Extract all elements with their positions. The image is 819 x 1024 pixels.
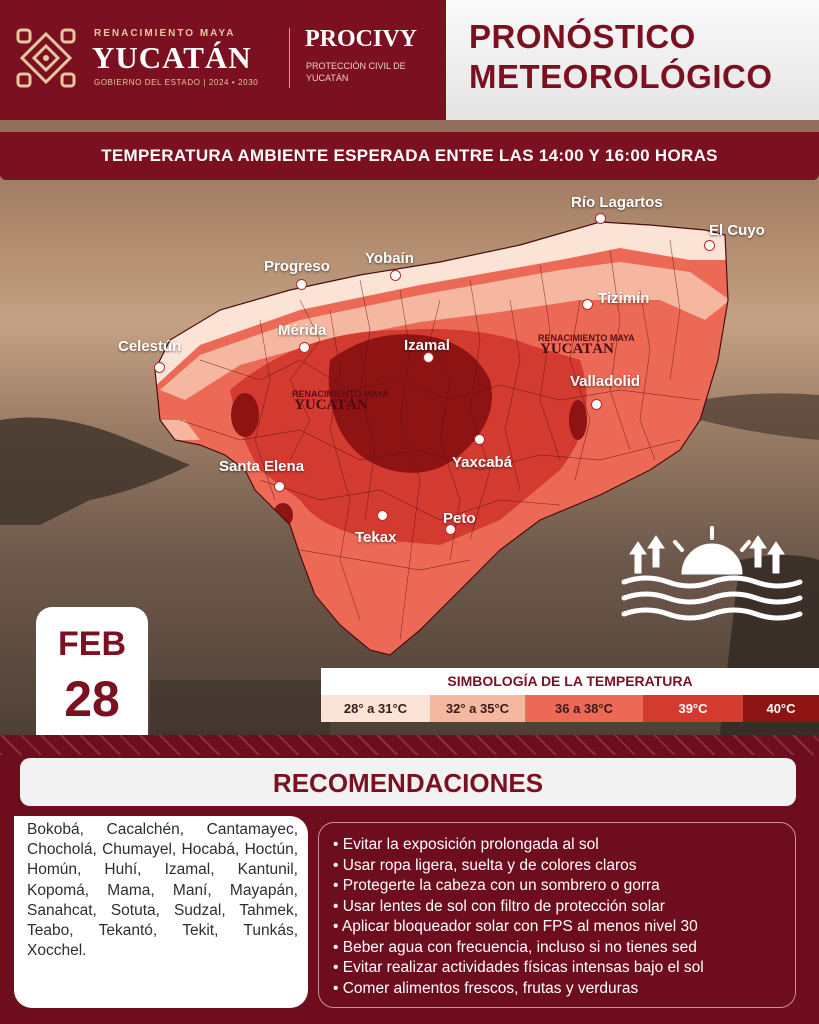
place-tizimin: Tizimín [598,290,650,307]
header-divider [289,28,290,88]
map-watermark-brand: YUCATÁN [540,341,614,357]
place-yaxcaba: Yaxcabá [452,454,513,471]
marker-valladolid [591,399,602,410]
marker-tizimin [582,299,593,310]
municipalities-list: Bokobá, Cacalchén, Cantamayec, Chocholá, Chumayel, Hocabá, Hoctún, Homún, Huhí, Izamal, Kantunil, Kopomá, Mama, Maní, Mayapán, Sanahcat, Sotuta, Sudzal, Tahmek, Teabo, Tekantó, Tekit, Tunkás, Xocchel. [27,821,298,960]
map-watermark-tagline-2: RENACIMIENTO MAYA [292,389,389,399]
place-yobain: Yobaín [365,250,414,267]
date-month: FEB [58,625,126,663]
tip-item: • Comer alimentos frescos, frutas y verduras [333,979,639,997]
brand-name: YUCATÁN [92,40,252,75]
header [0,0,819,120]
tip-item: • Usar lentes de sol con filtro de protección solar [333,897,665,915]
place-el-cuyo: El Cuyo [709,222,765,239]
decorative-pattern [0,735,819,755]
date-day: 28 [64,671,120,727]
heat-sun-icon [620,524,815,629]
place-peto: Peto [443,510,476,527]
legend [321,695,819,722]
marker-rio-lagartos [595,213,606,224]
tip-item: • Evitar la exposición prolongada al sol [333,836,599,853]
municipalities-card [14,816,308,1008]
place-merida: Mérida [278,322,327,339]
agency-name: PROCIVY [305,26,417,52]
marker-merida [299,342,310,353]
banner-text: TEMPERATURA AMBIENTE ESPERADA ENTRE LAS 14:00 Y 16:00 HORAS [101,146,718,165]
marker-yobain [390,270,401,281]
legend-title: SIMBOLOGÍA DE LA TEMPERATURA [321,668,819,695]
marker-progreso [296,279,307,290]
legend-item: 40°C [743,695,819,722]
map-watermark-tagline: RENACIMIENTO MAYA [538,333,635,343]
place-valladolid: Valladolid [570,373,641,390]
brand-tagline: RENACIMIENTO MAYA [94,28,236,39]
tips-card [318,822,796,1008]
tip-item: • Aplicar bloqueador solar con FPS al menos nivel 30 [333,918,698,935]
brand-subtitle: GOBIERNO DEL ESTADO | 2024 • 2030 [94,78,259,87]
tip-item: • Protegerte la cabeza con un sombrero o gorra [333,877,660,894]
marker-celestun [154,362,165,373]
legend-item: 28° a 31°C [321,695,430,722]
marker-tekax [377,510,388,521]
tip-item: • Evitar realizar actividades físicas intensas bajo el sol [333,959,704,976]
place-celestun: Celestún [118,338,182,355]
tip-item: • Usar ropa ligera, suelta y de colores claros [333,856,637,874]
place-progreso: Progreso [264,258,330,275]
legend-item: 39°C [643,695,743,722]
map-watermark-brand-2: YUCATÁN [294,397,368,413]
yucatan-logo-icon [14,26,78,90]
page-title-line-1: PRONÓSTICO [469,18,696,55]
marker-yaxcaba [474,434,485,445]
agency-subtitle: PROTECCIÓN CIVIL DE YUCATÁN [306,61,406,83]
marker-santa-elena [274,481,285,492]
legend-item: 32° a 35°C [430,695,525,722]
place-izamal: Izamal [404,337,450,354]
tip-item: • Beber agua con frecuencia, incluso si no tienes sed [333,938,697,956]
legend-item: 36 a 38°C [525,695,643,722]
page-title-line-2: METEOROLÓGICO [469,58,773,95]
marker-el-cuyo [704,240,715,251]
place-tekax: Tekax [355,529,397,546]
place-santa-elena: Santa Elena [219,458,305,475]
recommendations-title: RECOMENDACIONES [272,768,544,798]
place-rio-lagartos: Río Lagartos [571,194,663,211]
